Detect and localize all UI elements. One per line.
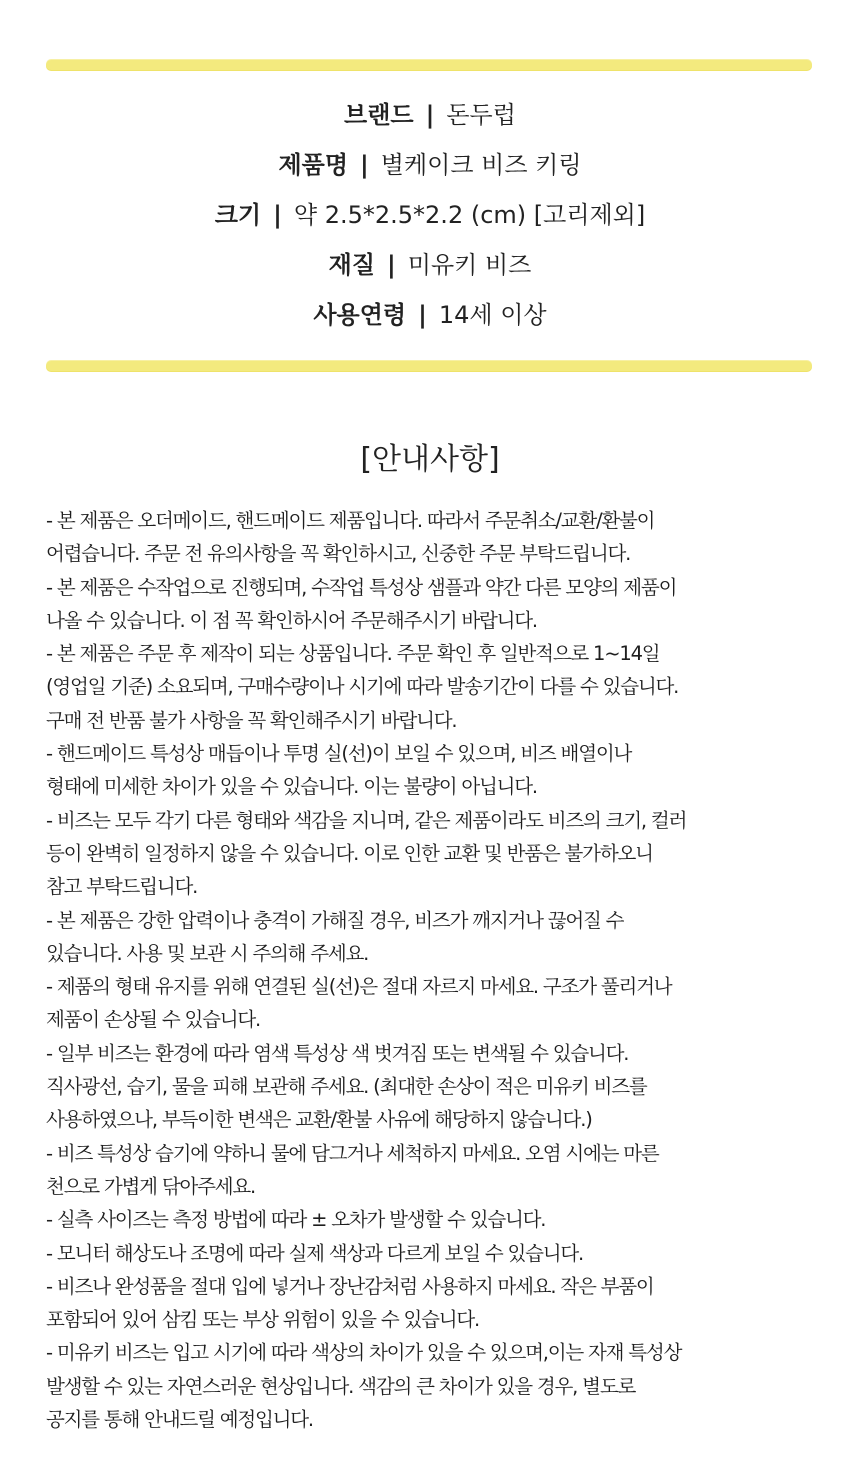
notice-line: - 본 제품은 주문 후 제작이 되는 상품입니다. 주문 확인 후 일반적으로 1~14일: [46, 642, 660, 666]
notice-line: - 미유키 비즈는 입고 시기에 따라 색상의 차이가 있을 수 있으며,이는 자재 특성상: [46, 1341, 682, 1365]
spec-separator: |: [387, 251, 396, 279]
spec-label: 사용연령: [313, 301, 407, 329]
notice-line: 제품이 손상될 수 있습니다.: [46, 1008, 261, 1032]
notice-line: 직사광선, 습기, 물을 피해 보관해 주세요. (최대한 손상이 적은 미유키 비즈를: [46, 1075, 647, 1099]
spec-label: 제품명: [278, 151, 349, 179]
notice-line: - 실측 사이즈는 측정 방법에 따라 ± 오차가 발생할 수 있습니다.: [46, 1208, 546, 1232]
notice-line: 포함되어 있어 삼킴 또는 부상 위험이 있을 수 있습니다.: [46, 1308, 480, 1332]
notice-line: - 핸드메이드 특성상 매듭이나 투명 실(선)이 보일 수 있으며, 비즈 배열이나: [46, 742, 632, 766]
spec-row-size: [0, 190, 860, 240]
spec-label: 크기: [214, 201, 262, 229]
spec-row-brand: [0, 90, 860, 140]
notice-line: 발생할 수 있는 자연스러운 현상입니다. 색감의 큰 차이가 있을 경우, 별도로: [46, 1374, 636, 1398]
notice-line: 형태에 미세한 차이가 있을 수 있습니다. 이는 불량이 아닙니다.: [46, 775, 537, 799]
spec-value: 약 2.5*2.5*2.2 (cm) [고리제외]: [293, 201, 646, 229]
notice-line: - 비즈나 완성품을 절대 입에 넣거나 장난감처럼 사용하지 마세요. 작은 부품이: [46, 1274, 654, 1298]
notice-title: [안내사항]: [360, 442, 500, 477]
spec-separator: |: [360, 151, 369, 179]
notice-line: - 일부 비즈는 환경에 따라 염색 특성상 색 벗겨짐 또는 변색될 수 있습니다.: [46, 1041, 629, 1065]
spec-value: 미유키 비즈: [407, 251, 532, 279]
spec-separator: |: [418, 301, 427, 329]
notice-line: 나올 수 있습니다. 이 점 꼭 확인하시어 주문해주시기 바랍니다.: [46, 608, 537, 632]
notice-line: 등이 완벽히 일정하지 않을 수 있습니다. 이로 인한 교환 및 반품은 불가하오니: [46, 841, 653, 865]
product-spec-list: [0, 90, 860, 340]
spec-label: 재질: [328, 251, 376, 279]
highlight-divider-top: [46, 60, 812, 70]
notice-line: 어렵습니다. 주문 전 유의사항을 꼭 확인하시고, 신중한 주문 부탁드립니다.: [46, 542, 631, 566]
notice-line: (영업일 기준) 소요되며, 구매수량이나 시기에 따라 발송기간이 다를 수 있습니다.: [46, 675, 679, 699]
notice-body: [46, 504, 816, 1436]
notice-line: - 본 제품은 오더메이드, 핸드메이드 제품입니다. 따라서 주문취소/교환/환불이: [46, 509, 655, 532]
notice-line: 구매 전 반품 불가 사항을 꼭 확인해주시기 바랍니다.: [46, 708, 457, 732]
notice-line: - 비즈 특성상 습기에 약하니 물에 담그거나 세척하지 마세요. 오염 시에는 마른: [46, 1141, 659, 1165]
notice-line: 공지를 통해 안내드릴 예정입니다.: [46, 1408, 313, 1432]
notice-line: 사용하였으나, 부득이한 변색은 교환/환불 사유에 해당하지 않습니다.): [46, 1108, 592, 1132]
notice-line: 천으로 가볍게 닦아주세요.: [46, 1174, 256, 1198]
notice-line: - 제품의 형태 유지를 위해 연결된 실(선)은 절대 자르지 마세요. 구조가 풀리거나: [46, 975, 672, 999]
spec-separator: |: [273, 201, 282, 229]
notice-line: 참고 부탁드립니다.: [46, 875, 198, 899]
notice-line: - 본 제품은 강한 압력이나 충격이 가해질 경우, 비즈가 깨지거나 끊어질 수: [46, 908, 624, 932]
spec-label: 브랜드: [344, 101, 414, 129]
spec-value: 돈두럽: [446, 101, 516, 129]
spec-value: 별케이크 비즈 키링: [380, 151, 582, 179]
notice-line: - 비즈는 모두 각기 다른 형태와 색감을 지니며, 같은 제품이라도 비즈의 크기, 컬러: [46, 808, 687, 832]
notice-line: 있습니다. 사용 및 보관 시 주의해 주세요.: [46, 941, 369, 965]
notice-line: - 모니터 해상도나 조명에 따라 실제 색상과 다르게 보일 수 있습니다.: [46, 1241, 584, 1265]
spec-value: 14세 이상: [438, 301, 547, 329]
highlight-divider-bottom: [46, 361, 812, 371]
spec-row-product-name: [0, 140, 860, 190]
spec-row-age: [0, 290, 860, 340]
spec-row-material: [0, 240, 860, 290]
spec-separator: |: [425, 101, 435, 129]
notice-line: - 본 제품은 수작업으로 진행되며, 수작업 특성상 샘플과 약간 다른 모양의 제품이: [46, 575, 677, 599]
